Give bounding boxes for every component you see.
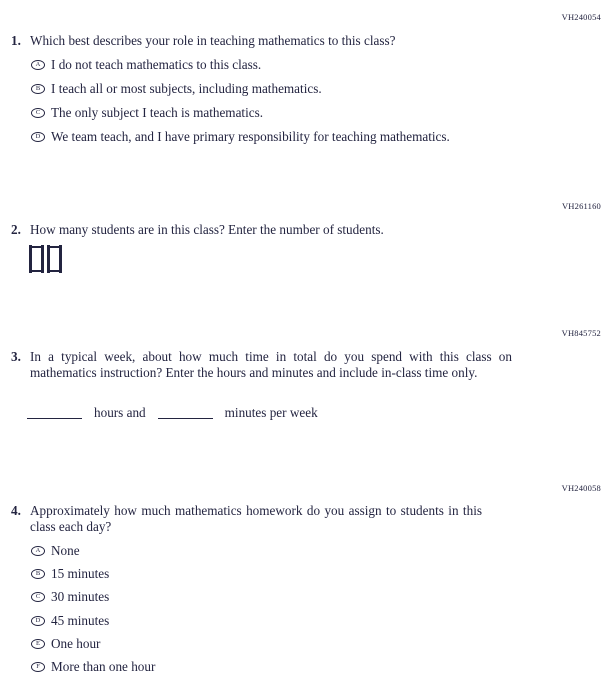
hours-unit-label: hours and	[94, 405, 146, 420]
question-3-code: VH845752	[561, 328, 601, 338]
question-2-code: VH261160	[561, 201, 601, 211]
option-row	[31, 543, 155, 558]
option-label: One hour	[51, 636, 101, 652]
option-row	[31, 57, 450, 72]
option-label: More than one hour	[51, 659, 156, 675]
question-text: In a typical week, about how much time in total do you spend with this class on mathematics instruction? Enter the hours and minutes and include in-class time only.	[30, 349, 512, 380]
option-label: 45 minutes	[51, 612, 110, 628]
option-label: 15 minutes	[51, 565, 110, 581]
time-entry-line	[27, 405, 318, 420]
question-text: How many students are in this class? Enter the number of students.	[30, 222, 384, 237]
option-row	[31, 613, 155, 628]
answer-bubble-a[interactable]: A	[31, 60, 45, 70]
option-label: I do not teach mathematics to this class.	[51, 56, 262, 72]
digit-box-tens[interactable]	[29, 245, 44, 273]
minutes-unit-label: minutes per week	[224, 405, 318, 420]
hours-blank[interactable]	[27, 406, 82, 419]
option-label: 30 minutes	[51, 589, 110, 605]
question-number: 2.	[11, 222, 21, 237]
digit-box-ones[interactable]	[47, 245, 62, 273]
question-1	[0, 33, 612, 145]
question-2	[0, 222, 612, 238]
question-4-options	[31, 543, 155, 680]
question-4-code: VH240058	[561, 483, 601, 493]
option-row	[31, 590, 155, 605]
question-text: Approximately how much mathematics homework do you assign to students in this class each day?	[30, 503, 482, 534]
option-row	[31, 106, 450, 121]
option-row	[31, 81, 450, 96]
answer-bubble-a[interactable]: A	[31, 546, 45, 556]
question-text: Which best describes your role in teaching mathematics to this class?	[30, 33, 396, 48]
question-number: 3.	[11, 349, 21, 364]
option-label: None	[51, 542, 80, 558]
option-label: I teach all or most subjects, including mathematics.	[51, 80, 322, 96]
option-label: We team teach, and I have primary responsibility for teaching mathematics.	[51, 129, 450, 145]
answer-bubble-b[interactable]: B	[31, 84, 45, 94]
option-row	[31, 637, 155, 652]
option-row	[31, 130, 450, 145]
question-1-code: VH240054	[561, 12, 601, 22]
answer-bubble-c[interactable]: C	[31, 108, 45, 118]
option-label: The only subject I teach is mathematics.	[51, 105, 264, 121]
minutes-blank[interactable]	[158, 406, 213, 419]
question-number: 1.	[11, 33, 21, 48]
option-row	[31, 660, 155, 675]
option-row	[31, 566, 155, 581]
answer-bubble-c[interactable]: C	[31, 592, 45, 602]
question-3	[0, 349, 612, 420]
answer-bubble-d[interactable]: D	[31, 132, 45, 142]
answer-bubble-b[interactable]: B	[31, 569, 45, 579]
question-number: 4.	[11, 503, 21, 518]
question-1-options	[31, 57, 450, 154]
answer-bubble-f[interactable]: F	[31, 662, 45, 672]
student-count-entry	[29, 245, 65, 273]
answer-bubble-e[interactable]: E	[31, 639, 45, 649]
question-4	[0, 503, 612, 675]
answer-bubble-d[interactable]: D	[31, 616, 45, 626]
